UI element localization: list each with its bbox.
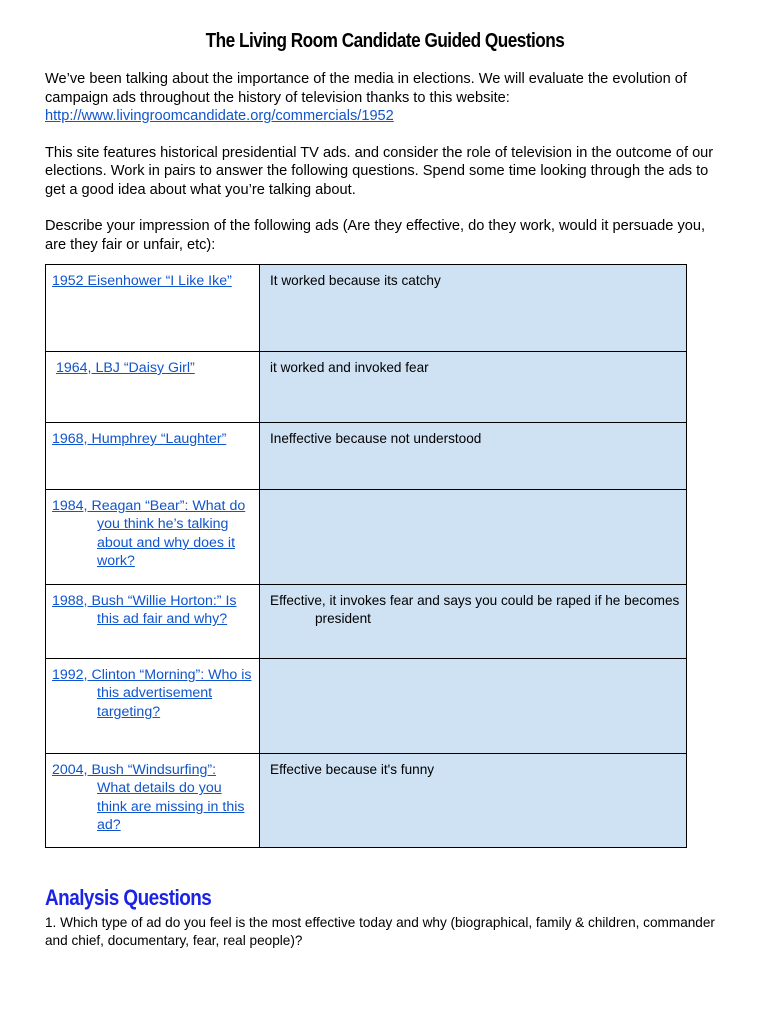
ad-cell [46,754,260,848]
ad-link[interactable]: 1984, Reagan “Bear”: What do you think he’s talking about and why does it work? [52,498,246,570]
ad-link[interactable]: 1964, LBJ “Daisy Girl” [56,360,195,376]
response-text: Effective, it invokes fear and says you could be raped if he becomes president [270,593,680,626]
ad-link[interactable]: 1992, Clinton “Morning”: Who is this advertisement targeting? [52,667,252,720]
ad-cell [46,352,260,423]
analysis-heading: Analysis Questions [45,885,212,910]
ad-cell [46,423,260,490]
ad-link[interactable]: 2004, Bush “Windsurfing”: What details do you think are missing in this ad? [52,762,245,834]
page-title: The Living Room Candidate Guided Questions [205,30,565,52]
response-cell[interactable]: it worked and invoked fear [260,352,687,423]
table-row [46,352,687,423]
table-row [46,265,687,352]
instructions-paragraph: This site features historical presidential TV ads. and consider the role of television in the outcome of our elections. Work in pairs to answer the following questions. Spend some time looking through the ads to get a good idea about what you’re talking about. [45,144,714,198]
response-cell[interactable]: Ineffective because not understood [260,423,687,490]
table-row [46,490,687,585]
ads-table [45,264,687,848]
response-cell[interactable] [260,659,687,754]
response-cell[interactable]: Effective because it's funny [260,754,687,848]
website-link[interactable]: http://www.livingroomcandidate.org/commercials/1952 [45,108,394,124]
response-cell[interactable] [260,490,687,585]
ad-link[interactable]: 1968, Humphrey “Laughter” [52,431,227,447]
describe-paragraph: Describe your impression of the following ads (Are they effective, do they work, would it persuade you, are they fair or unfair, etc): [45,218,706,253]
document-page [45,26,725,949]
ad-cell [46,490,260,585]
ad-link[interactable]: 1988, Bush “Willie Horton:” Is this ad fair and why? [52,593,237,628]
response-cell[interactable]: It worked because its catchy [260,265,687,352]
analysis-question-1: 1. Which type of ad do you feel is the most effective today and why (biographical, family & children, commander and chief, documentary, fear, real people)? [45,915,715,948]
table-row [46,585,687,659]
ad-cell [46,265,260,352]
ad-cell [46,585,260,659]
response-cell[interactable] [260,585,687,659]
intro-text: We’ve been talking about the importance of the media in elections. We will evaluate the evolution of campaign ads throughout the history of television thanks to this website: [45,71,687,106]
intro-paragraph [45,70,725,126]
ad-link[interactable]: 1952 Eisenhower “I Like Ike” [52,273,232,289]
table-row [46,659,687,754]
table-row [46,423,687,490]
table-row [46,754,687,848]
ad-cell [46,659,260,754]
